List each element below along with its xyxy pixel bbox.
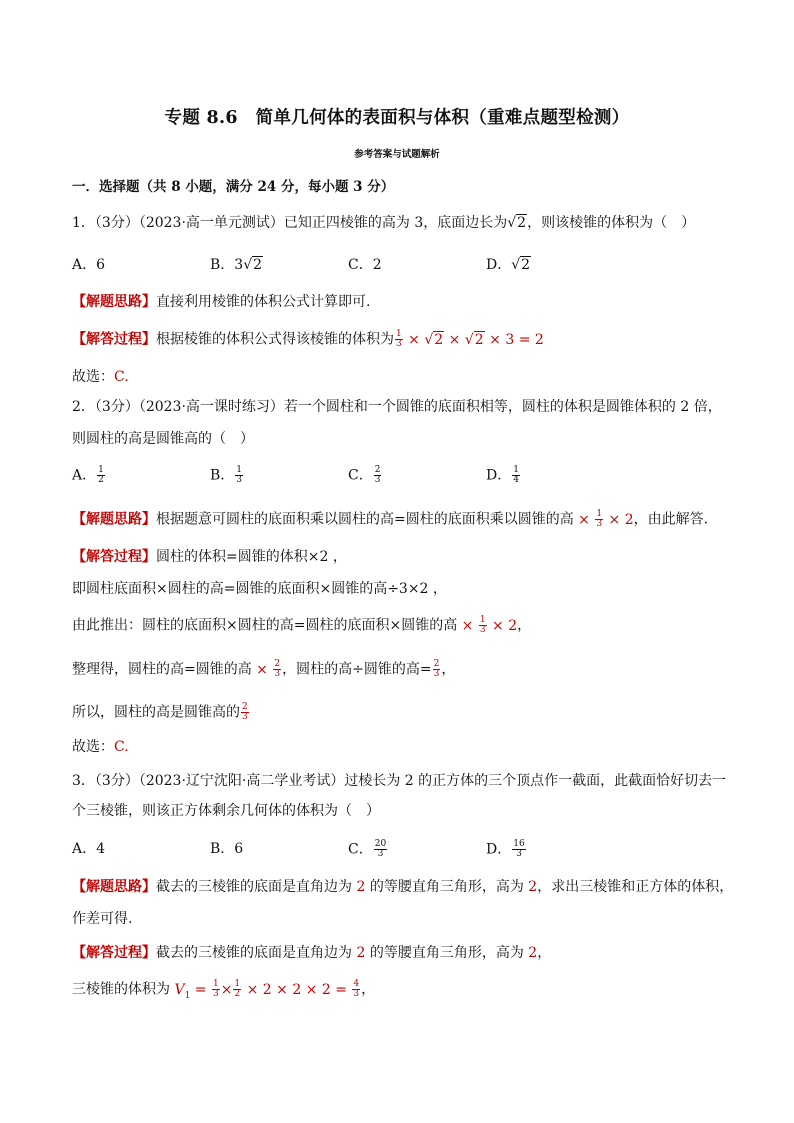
sqrt-symbol: √2 [507, 215, 527, 231]
q3-volume-line: 三棱锥的体积为 $V_1$ = $\frac{1}{3}$ × $\frac{1}{2}$ × 2 × 2 × 2 = $\frac{4}{3}$ ， [72, 979, 376, 1001]
q1-process: 【解答过程】根据棱锥的体积公式得该棱锥的体积为 $\frac{1}{3}$ × √2 × √2 × 3 = 2 [72, 329, 544, 349]
q2-line2: 即圆柱底面积×圆柱的高=圆锥的底面积×圆锥的高÷3×2 ， [72, 581, 447, 597]
q2-stem-line2: 则圆柱的高是圆锥高的（ ） [72, 431, 254, 447]
q1-stem: 1．（3分）（2023·高一单元测试）已知正四棱锥的高为 3，底面边长为√2，则该棱锥的体积为（ ） [72, 215, 696, 231]
q2-line4: 整理得，圆柱的高=圆锥的高 × $\frac{2}{3}$ ，圆柱的高÷圆锥的高= $\frac{2}{3}$ ， [72, 659, 456, 679]
q2-answer: 故选：C. [72, 739, 129, 755]
section-heading: 一．选择题（共 8 小题，满分 24 分，每小题 3 分） [72, 179, 395, 195]
q2-option-c: C． $\frac{2}{3}$ [348, 465, 381, 485]
q1-option-d: D．√2 [486, 257, 531, 273]
q2-process: 【解答过程】圆柱的体积=圆锥的体积×2 ， [72, 549, 347, 565]
q3-option-b: B．6 [210, 841, 244, 857]
q2-option-b: B． $\frac{1}{3}$ [210, 465, 243, 485]
q3-option-d: D． $\frac{16}{3}$ [486, 839, 525, 859]
q1-option-c: C．2 [348, 257, 382, 273]
q1-option-a: A．6 [72, 257, 106, 273]
q3-stem-line2: 个三棱锥，则该正方体剩余几何体的体积为（ ） [72, 803, 380, 819]
q3-idea-line2: 作差可得. [72, 911, 133, 927]
q1-answer: 故选：C. [72, 369, 129, 385]
q2-line3: 由此推出：圆柱的底面积×圆柱的高=圆柱的底面积×圆锥的高 × $\frac{1}{3}$ × 2， [72, 615, 532, 635]
q2-idea: 【解题思路】根据题意可圆柱的底面积乘以圆柱的高=圆柱的底面积乘以圆锥的高 × $\frac{1}{3}$ × 2，由此解答. [72, 509, 709, 529]
page-title: 专题 8.6 简单几何体的表面积与体积（重难点题型检测） [164, 108, 630, 128]
q3-process: 【解答过程】截去的三棱锥的底面是直角边为 2 的等腰直角三角形，高为 2， [72, 945, 552, 961]
page-subtitle: 参考答案与试题解析 [354, 149, 440, 160]
q1-idea: 【解题思路】直接利用棱锥的体积公式计算即可. [72, 294, 371, 310]
q3-idea-line1: 【解题思路】截去的三棱锥的底面是直角边为 2 的等腰直角三角形，高为 2，求出三棱锥和正方体的体积， [72, 879, 734, 895]
q3-option-c: C． $\frac{20}{3}$ [348, 839, 387, 859]
q2-option-d: D． $\frac{1}{4}$ [486, 465, 519, 485]
q2-option-a: A． $\frac{1}{2}$ [72, 465, 104, 485]
q2-stem-line1: 2．（3分）（2023·高一课时练习）若一个圆柱和一个圆锥的底面积相等，圆柱的体积是圆锥体积的 2 倍， [72, 399, 722, 415]
q1-option-b: B．3√2 [210, 257, 263, 273]
q2-line5: 所以，圆柱的高是圆锥高的 $\frac{2}{3}$ [72, 702, 248, 722]
q3-stem-line1: 3．（3分）（2023·辽宁沈阳·高二学业考试）过棱长为 2 的正方体的三个顶点作一截面，此截面恰好切去一 [72, 773, 727, 789]
q3-option-a: A．4 [72, 841, 106, 857]
